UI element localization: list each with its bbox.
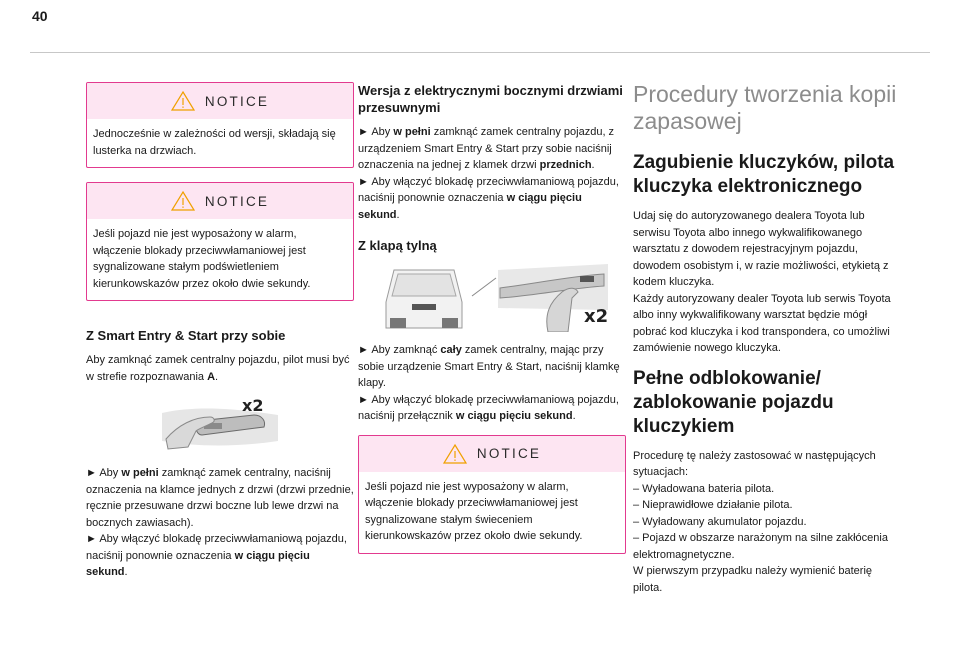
notice-header	[359, 436, 625, 472]
notice-title: NOTICE	[204, 93, 270, 109]
notice-title: NOTICE	[204, 193, 270, 209]
notice-header	[87, 83, 353, 119]
heading-lost-keys: Zagubienie kluczyków, pilota kluczyka elektronicznego	[633, 152, 895, 197]
paragraph: Procedurę tę należy zastosować w następujących sytuacjach:	[633, 449, 876, 478]
paragraph: W pierwszym przypadku należy wymienić baterię pilota.	[633, 565, 873, 594]
warning-triangle-icon	[171, 191, 195, 211]
section-title: Z Smart Entry & Start przy sobie	[86, 328, 286, 343]
section-title: Wersja z elektrycznymi bocznymi drzwiami przesuwnymi	[358, 83, 623, 115]
notice-title: NOTICE	[476, 446, 542, 461]
notice-box-3	[358, 435, 626, 554]
x2-label: x2	[584, 306, 609, 327]
column-3	[633, 82, 903, 606]
notice-text: Jeśli pojazd nie jest wyposażony w alarm, włączenie blokady przeciwwłamaniowej jest sygnalizowane stałym świeceniem kierunkowskazów przez około dwie sekundy.	[365, 480, 583, 542]
situations-list	[633, 481, 903, 564]
notice-text: Jeśli pojazd nie jest wyposażony w alarm, włączenie blokady przeciwwłamaniowej jest sygnalizowane stałym podświetleniem kierunkowskazów przez około dwie sekundy.	[93, 228, 311, 290]
warning-triangle-icon	[443, 444, 467, 464]
notice-header	[87, 183, 353, 219]
paragraph: ► Aby w pełni zamknąć zamek centralny pojazdu, z urządzeniem Smart Entry & Start przy sobie naciśnij oznaczenia na jednej z klamek drzwi przednich. ► Aby włączyć blokadę przeciwwłamaniową pojazdu, naciśnij ponownie oznaczenia w ciągu pięciu sekund.	[358, 126, 619, 221]
x2-label: x2	[242, 396, 264, 415]
notice-box-1	[86, 82, 354, 168]
list-item: – Wyładowana bateria pilota.	[633, 482, 775, 495]
tailgate-illustration	[372, 262, 612, 332]
intro-paragraph: Aby zamknąć zamek centralny pojazdu, pilot musi być w strefie rozpoznawania A.	[86, 354, 350, 383]
heading-full-unlocking: Pełne odblokowanie/ zablokowanie pojazdu kluczykiem	[633, 367, 834, 437]
step-paragraph-1: ► Aby w pełni zamknąć zamek centralny, naciśnij oznaczenia na klamce jednych z drzwi (drzwi przednie, ręcznie przesuwane drzwi boczne lub lewe drzwi na bocznych zawiasach). ► Aby włączyć blokadę przeciwwłamaniową pojazdu, naciśnij ponownie oznaczenia w ciągu pięciu sekund.	[86, 467, 354, 578]
paragraph: Udaj się do autoryzowanego dealera Toyota lub serwisu Toyota albo innego wykwalifikowanego warsztatu z dowodem rejestracyjnym pojazdu, dowodem osobistym i, w razie możliwości, etykietą z kodem kluczyka.	[633, 210, 889, 288]
subsection-title: Z klapą tylną	[358, 238, 437, 253]
column-2	[358, 82, 626, 568]
door-handle-illustration	[158, 395, 282, 455]
list-item: – Nieprawidłowe działanie pilota.	[633, 499, 793, 511]
notice-text: Jednocześnie w zależności od wersji, składają się lusterka na drzwiach.	[93, 128, 336, 157]
paragraph: ► Aby zamknąć cały zamek centralny, mając przy sobie urządzenie Smart Entry & Start, naciśnij klamkę klapy. ► Aby włączyć blokadę przeciwwłamaniową pojazdu, naciśnij przełącznik w ciągu pięciu sekund.	[358, 344, 620, 422]
chapter-title: Procedury tworzenia kopii zapasowej	[633, 81, 897, 134]
notice-box-2	[86, 182, 354, 301]
header-divider	[30, 52, 930, 53]
page-number: 40	[32, 8, 48, 24]
column-1	[86, 82, 354, 591]
warning-triangle-icon	[171, 91, 195, 111]
list-item: – Wyładowany akumulator pojazdu.	[633, 515, 807, 528]
list-item: – Pojazd w obszarze narażonym na silne zakłócenia elektromagnetyczne.	[633, 532, 888, 561]
paragraph: Każdy autoryzowany dealer Toyota lub serwis Toyota albo inny wykwalifikowany warsztat będzie mógł pobrać kod kluczyka i kod transpondera, co umożliwi zamówienie nowego kluczyka.	[633, 292, 891, 354]
